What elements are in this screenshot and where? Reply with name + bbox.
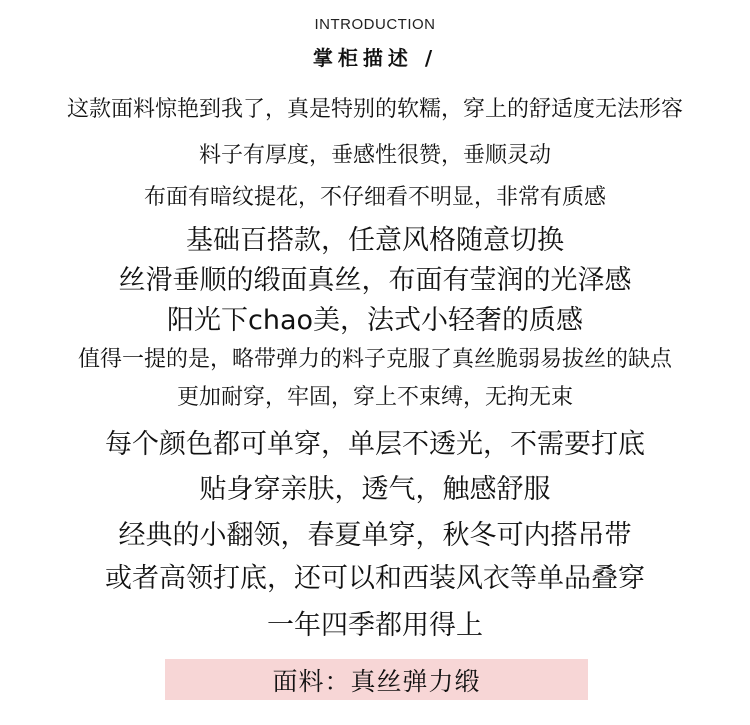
description-line: 每个颜色都可单穿，单层不透光，不需要打底 bbox=[105, 429, 645, 460]
description-line: 贴身穿亲肤，透气，触感舒服 bbox=[199, 474, 551, 505]
description-line: 布面有暗纹提花，不仔细看不明显，非常有质感 bbox=[143, 185, 606, 210]
description-line: 丝滑垂顺的缎面真丝，布面有莹润的光泽感 bbox=[118, 265, 632, 296]
intro-title-cn: 掌柜描述 / bbox=[312, 46, 438, 70]
fabric-label: 面料：真丝弹力缎 bbox=[272, 666, 481, 696]
description-line: 或者高领打底，还可以和西装风衣等单品叠穿 bbox=[105, 563, 645, 594]
fabric-banner bbox=[165, 659, 588, 700]
description-line: 这款面料惊艳到我了，真是特别的软糯，穿上的舒适度无法形容 bbox=[66, 97, 683, 122]
description-line: 经典的小翻领，春夏单穿，秋冬可内搭吊带 bbox=[118, 520, 632, 551]
description-line: 基础百搭款，任意风格随意切换 bbox=[186, 225, 564, 256]
description-line: 一年四季都用得上 bbox=[267, 610, 483, 641]
description-line: 更加耐穿，牢固，穿上不束缚，无拘无束 bbox=[176, 385, 573, 410]
description-line: 料子有厚度，垂感性很赞，垂顺灵动 bbox=[198, 143, 551, 168]
intro-title-en: INTRODUCTION bbox=[314, 16, 436, 33]
description-line: 阳光下chao美，法式小轻奢的质感 bbox=[166, 305, 584, 336]
description-line: 值得一提的是，略带弹力的料子克服了真丝脆弱易拔丝的缺点 bbox=[77, 347, 672, 372]
